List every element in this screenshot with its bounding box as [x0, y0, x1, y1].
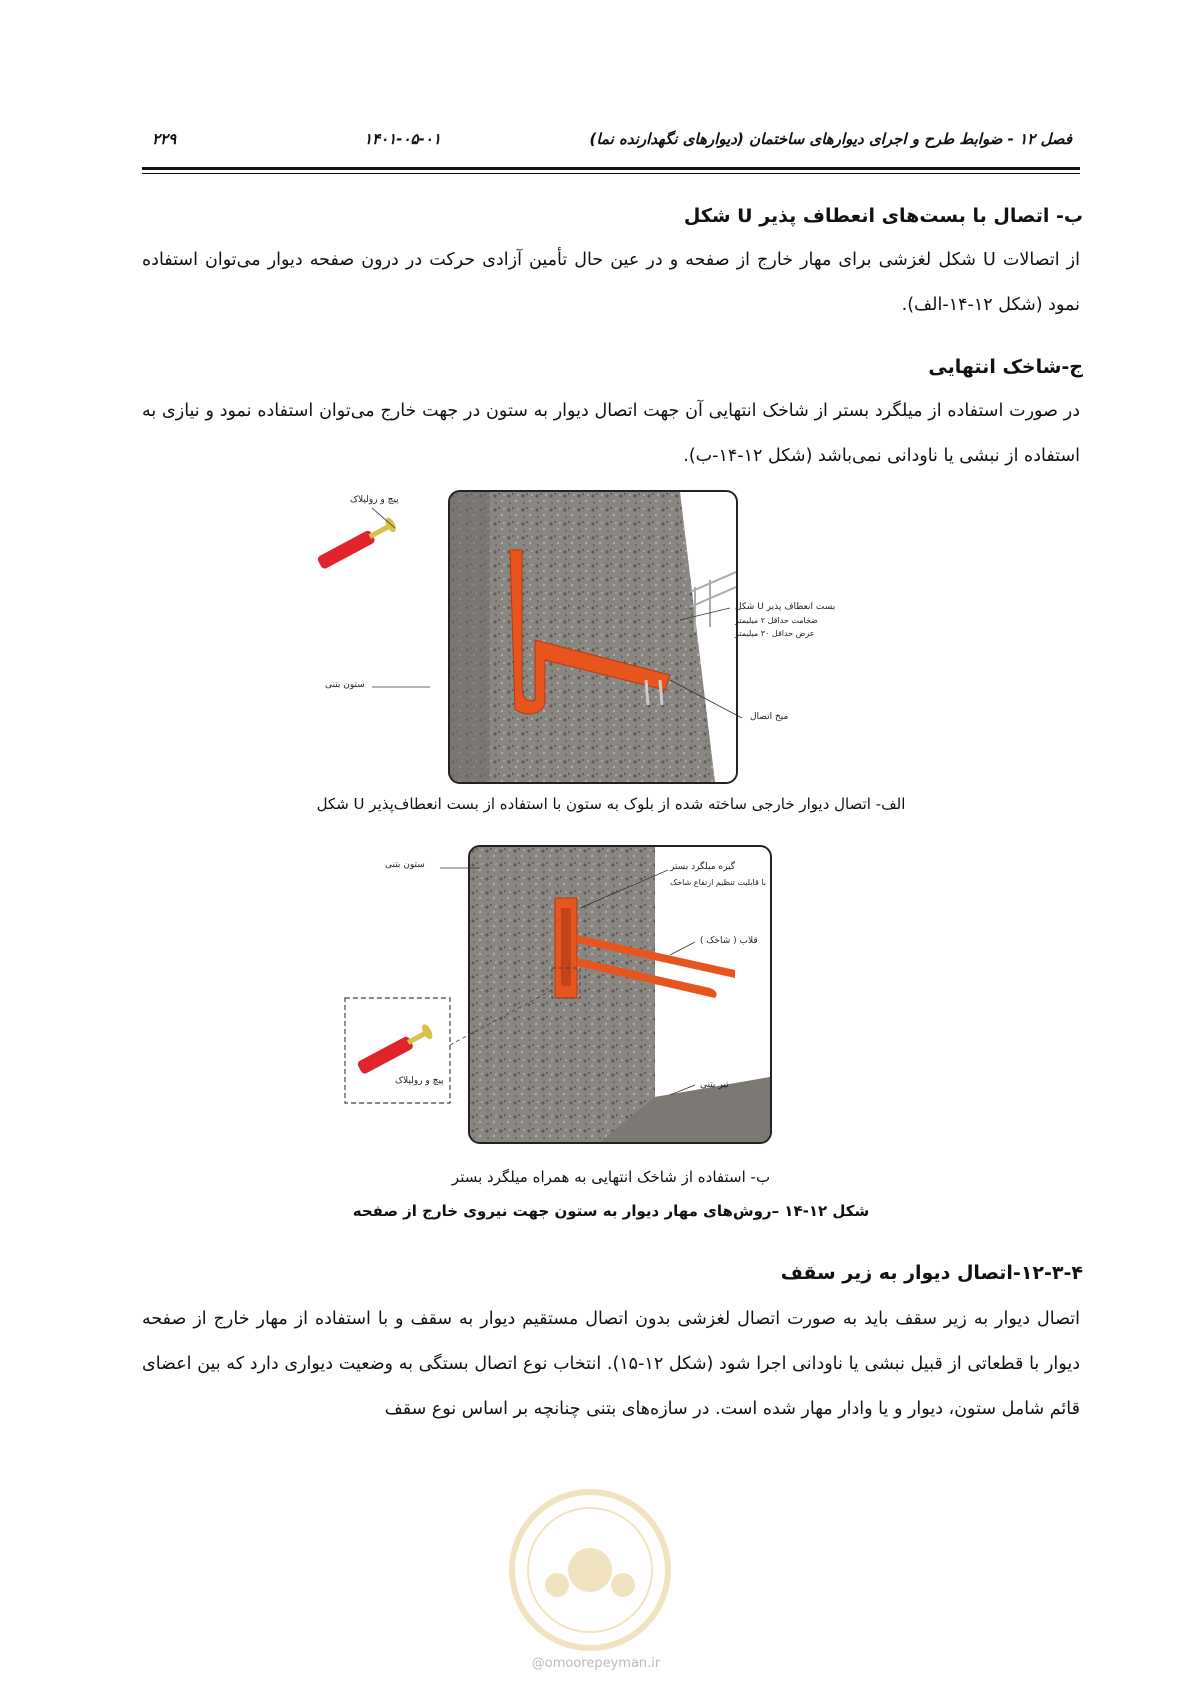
figure-a-overlay — [310, 490, 870, 790]
label-beam-b: تیر بتنی — [700, 1080, 729, 1090]
figure-title: شکل ۱۲-۱۴ –روش‌های مهار دیوار به ستون جهت نیروی خارج از صفحه — [352, 1202, 870, 1220]
watermark-text: @omoorepeyman.ir — [531, 1656, 661, 1671]
label-width-a: عرض حداقل ۳۰ میلیمتر — [735, 629, 815, 638]
label-bracket-a: بست انعطاف پذیر U شکل — [735, 602, 836, 612]
header-date: ۱۴۰۱-۰۵-۰۱ — [364, 130, 441, 148]
chapter-title: فصل ۱۲ - ضوابط طرح و اجرای دیوارهای ساختمان (دیوارهای نگهدارنده نما) — [589, 130, 1072, 148]
page-number: ۲۲۹ — [152, 130, 177, 148]
section-b-heading: ب- اتصال با بست‌های انعطاف پذیر U شکل — [683, 205, 1083, 227]
header-rule-thin — [142, 173, 1080, 174]
figure-b-caption: ب- استفاده از شاخک انتهایی به همراه میلگرد بستر — [451, 1168, 771, 1186]
section-b-text: از اتصالات U شکل لغزشی برای مهار خارج از صفحه و در عین حال تأمین آزادی حرکت در درون صفحه دیوار می‌توان استفاده نمود (شکل ۱۲-۱۴-الف). — [142, 250, 1080, 315]
label-nail-a: میخ اتصال — [750, 712, 789, 722]
section-d-text: اتصال دیوار به زیر سقف باید به صورت اتصال لغزشی بدون اتصال مستقیم دیوار به سقف و با استفاده از مهار خارج از صفحه دیوار با قطعاتی از قبیل نبشی یا ناودانی اجرا شود (شکل ۱۲-۱۵). انتخاب نوع اتصال بستگی به وضعیت دیواری دارد که بین اعضای قائم شامل ستون، دیوار و یا وادار مهار شده است. در سازه‌های بتنی چنانچه بر اساس نوع سقف — [142, 1309, 1080, 1419]
screw-plug-icon-b — [355, 1023, 434, 1075]
label-screw-a: پیچ و رولپلاک — [350, 495, 399, 505]
figure-b — [340, 840, 800, 1145]
header-rule — [142, 167, 1080, 170]
label-column-b: ستون بتنی — [385, 860, 425, 870]
label-clip-sub-b: با قابلیت تنظیم ارتفاع شاخک — [670, 878, 766, 887]
label-column-a: ستون بتنی — [325, 680, 365, 690]
watermark-seal-icon — [505, 1485, 675, 1655]
section-c-text: در صورت استفاده از میلگرد بستر از شاخک انتهایی آن جهت اتصال دیوار به ستون در جهت خارج می‌توان استفاده نمود و نیازی به استفاده از نبشی یا ناودانی نمی‌باشد (شکل ۱۲-۱۴-ب). — [142, 401, 1080, 466]
section-c-heading: ج-شاخک انتهایی — [928, 356, 1083, 378]
page-header — [142, 128, 1080, 152]
label-thickness-a: ضخامت حداقل ۲ میلیمتر — [735, 616, 818, 625]
figure-a — [310, 490, 870, 790]
figure-a-caption: الف- اتصال دیوار خارجی ساخته شده از بلوک به ستون با استفاده از بست انعطاف‌پذیر U شکل — [316, 795, 906, 813]
screw-plug-icon — [315, 516, 398, 570]
label-hook-b: قلاب ( شاخک ) — [700, 936, 758, 946]
section-d-heading: ۱۲-۳-۴-اتصال دیوار به زیر سقف — [780, 1262, 1083, 1284]
label-screw-b: پیچ و رولپلاک — [395, 1076, 444, 1086]
label-clip-b: گیره میلگرد بستر — [670, 862, 736, 872]
